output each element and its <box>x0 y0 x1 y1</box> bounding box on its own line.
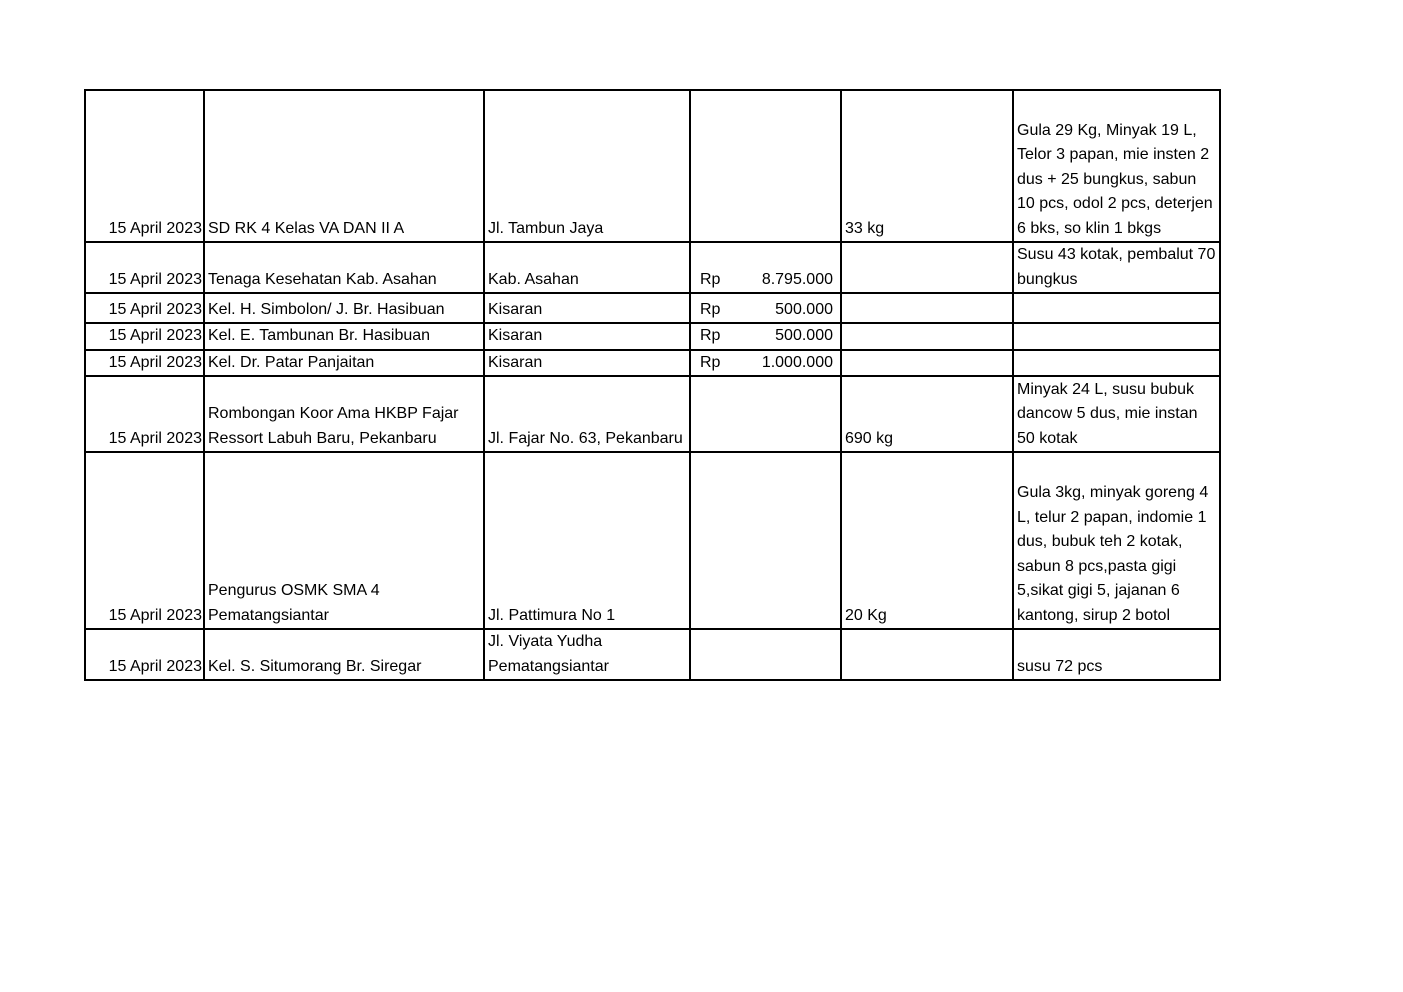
donation-table <box>84 89 1221 681</box>
amount-cell <box>690 293 841 323</box>
table-row <box>85 242 1220 293</box>
table-row <box>85 376 1220 452</box>
weight-cell: 690 kg <box>841 376 1013 452</box>
address-cell: Kisaran <box>484 293 690 323</box>
weight-cell <box>841 323 1013 350</box>
address-cell: Jl. Tambun Jaya <box>484 90 690 242</box>
currency-label: Rp <box>700 270 721 288</box>
date-cell: 15 April 2023 <box>85 452 204 629</box>
date-cell: 15 April 2023 <box>85 629 204 680</box>
weight-cell <box>841 350 1013 377</box>
date-cell: 15 April 2023 <box>85 90 204 242</box>
amount-cell <box>690 350 841 377</box>
items-cell: Gula 3kg, minyak goreng 4 L, telur 2 papan, indomie 1 dus, bubuk teh 2 kotak, sabun 8 pcs,pasta gigi 5,sikat gigi 5, jajanan 6 kantong, sirup 2 botol <box>1013 452 1220 629</box>
date-cell: 15 April 2023 <box>85 242 204 293</box>
donor-cell: Kel. H. Simbolon/ J. Br. Hasibuan <box>204 293 484 323</box>
date-cell: 15 April 2023 <box>85 323 204 350</box>
address-cell: Jl. Viyata Yudha Pematangsiantar <box>484 629 690 680</box>
donor-cell: Rombongan Koor Ama HKBP Fajar Ressort Labuh Baru, Pekanbaru <box>204 376 484 452</box>
amount-cell <box>690 323 841 350</box>
date-cell: 15 April 2023 <box>85 350 204 377</box>
items-cell <box>1013 323 1220 350</box>
items-cell: susu 72 pcs <box>1013 629 1220 680</box>
currency-label: Rp <box>700 353 721 371</box>
table-row <box>85 293 1220 323</box>
amount-value: 8.795.000 <box>761 270 833 288</box>
table-row <box>85 90 1220 242</box>
items-cell <box>1013 350 1220 377</box>
donor-cell: Kel. S. Situmorang Br. Siregar <box>204 629 484 680</box>
amount-cell <box>690 376 841 452</box>
currency-label: Rp <box>700 300 721 318</box>
donor-cell: SD RK 4 Kelas VA DAN II A <box>204 90 484 242</box>
table-row <box>85 350 1220 377</box>
weight-cell <box>841 293 1013 323</box>
address-cell: Kab. Asahan <box>484 242 690 293</box>
items-cell: Susu 43 kotak, pembalut 70 bungkus <box>1013 242 1220 293</box>
amount-cell <box>690 242 841 293</box>
table-row <box>85 452 1220 629</box>
address-cell: Kisaran <box>484 350 690 377</box>
amount-value: 500.000 <box>775 327 833 344</box>
donor-cell: Kel. Dr. Patar Panjaitan <box>204 350 484 377</box>
address-cell: Kisaran <box>484 323 690 350</box>
amount-value: 1.000.000 <box>761 353 833 371</box>
items-cell: Minyak 24 L, susu bubuk dancow 5 dus, mie instan 50 kotak <box>1013 376 1220 452</box>
items-cell: Gula 29 Kg, Minyak 19 L, Telor 3 papan, mie insten 2 dus + 25 bungkus, sabun 10 pcs, odol 2 pcs, deterjen 6 bks, so klin 1 bkgs <box>1013 90 1220 242</box>
weight-cell: 20 Kg <box>841 452 1013 629</box>
date-cell: 15 April 2023 <box>85 376 204 452</box>
table-row <box>85 323 1220 350</box>
amount-cell <box>690 452 841 629</box>
items-cell <box>1013 293 1220 323</box>
donor-cell: Pengurus OSMK SMA 4 Pematangsiantar <box>204 452 484 629</box>
date-cell: 15 April 2023 <box>85 293 204 323</box>
address-cell: Jl. Fajar No. 63, Pekanbaru <box>484 376 690 452</box>
table-row <box>85 629 1220 680</box>
donor-cell: Kel. E. Tambunan Br. Hasibuan <box>204 323 484 350</box>
weight-cell <box>841 242 1013 293</box>
amount-cell <box>690 90 841 242</box>
weight-cell: 33 kg <box>841 90 1013 242</box>
address-cell: Jl. Pattimura No 1 <box>484 452 690 629</box>
currency-label: Rp <box>700 327 721 344</box>
weight-cell <box>841 629 1013 680</box>
amount-value: 500.000 <box>775 300 833 318</box>
amount-cell <box>690 629 841 680</box>
donor-cell: Tenaga Kesehatan Kab. Asahan <box>204 242 484 293</box>
